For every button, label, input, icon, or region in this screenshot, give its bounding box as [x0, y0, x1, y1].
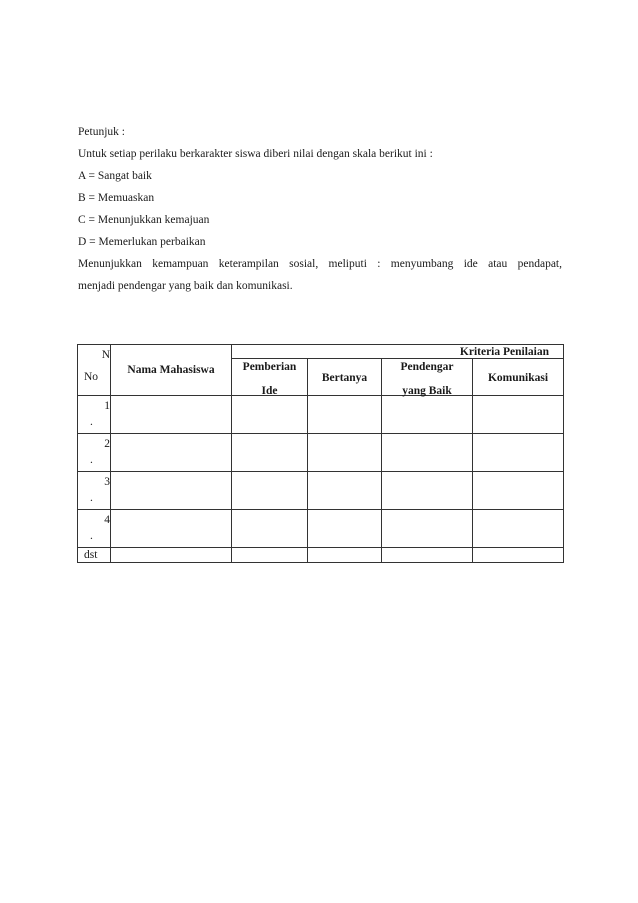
header-nama-mahasiswa: Nama Mahasiswa — [111, 345, 232, 396]
table-row-dst — [78, 548, 564, 563]
instructions-heading: Petunjuk : — [78, 126, 125, 138]
paragraph-line-1: Menunjukkan kemampuan keterampilan sosial, meliputi : menyumbang ide atau pendapat, — [78, 258, 562, 270]
cell-nama[interactable] — [111, 510, 232, 548]
cell-nama[interactable] — [111, 396, 232, 434]
row-number-digit: 3 — [104, 476, 110, 488]
cell-bertanya[interactable] — [308, 548, 382, 563]
row-number-cell — [78, 434, 111, 472]
cell-pendengar[interactable] — [382, 434, 473, 472]
row-number-dot: . — [90, 416, 93, 428]
cell-bertanya[interactable] — [308, 472, 382, 510]
header-pendengar-line2: yang Baik — [402, 385, 452, 397]
cell-komunikasi[interactable] — [473, 472, 564, 510]
instructions-intro: Untuk setiap perilaku berkarakter siswa diberi nilai dengan skala berikut ini : — [78, 148, 433, 160]
cell-nama[interactable] — [111, 548, 232, 563]
header-pendengar-line1: Pendengar — [400, 361, 454, 373]
instructions-block — [78, 121, 562, 297]
header-kriteria-penilaian: Kriteria Penilaian — [232, 345, 564, 359]
cell-bertanya[interactable] — [308, 510, 382, 548]
paragraph-line-2: menjadi pendengar yang baik dan komunikasi. — [78, 280, 293, 292]
header-komunikasi-label: Komunikasi — [487, 372, 549, 384]
scale-item-a: A = Sangat baik — [78, 170, 152, 182]
header-komunikasi — [473, 359, 564, 396]
header-pemberian-ide-line1: Pemberian — [242, 361, 297, 373]
assessment-table — [77, 344, 564, 563]
cell-pendengar[interactable] — [382, 472, 473, 510]
header-pemberian-ide — [232, 359, 308, 396]
row-number-cell — [78, 510, 111, 548]
row-number-cell — [78, 472, 111, 510]
cell-bertanya[interactable] — [308, 396, 382, 434]
cell-pemberian-ide[interactable] — [232, 472, 308, 510]
row-number-dot: . — [90, 530, 93, 542]
cell-nama[interactable] — [111, 472, 232, 510]
cell-nama[interactable] — [111, 434, 232, 472]
cell-komunikasi[interactable] — [473, 548, 564, 563]
scale-item-b: B = Memuaskan — [78, 192, 155, 204]
row-number-digit: 4 — [104, 514, 110, 526]
row-number-digit: 2 — [104, 438, 110, 450]
header-no-label: No — [84, 371, 99, 383]
header-pendengar-yang-baik — [382, 359, 473, 396]
cell-pemberian-ide[interactable] — [232, 510, 308, 548]
table-row — [78, 396, 564, 434]
scale-item-d: D = Memerlukan perbaikan — [78, 236, 206, 248]
table-row — [78, 510, 564, 548]
cell-pemberian-ide[interactable] — [232, 434, 308, 472]
table-row — [78, 434, 564, 472]
header-no — [78, 345, 111, 396]
cell-pemberian-ide[interactable] — [232, 396, 308, 434]
header-bertanya-label: Bertanya — [321, 372, 368, 384]
row-number-dot: . — [90, 454, 93, 466]
cell-pendengar[interactable] — [382, 396, 473, 434]
cell-bertanya[interactable] — [308, 434, 382, 472]
header-no-n: N — [101, 349, 110, 361]
table-header-row-1 — [78, 345, 564, 359]
row-number-cell — [78, 396, 111, 434]
cell-komunikasi[interactable] — [473, 396, 564, 434]
cell-komunikasi[interactable] — [473, 434, 564, 472]
cell-pendengar[interactable] — [382, 548, 473, 563]
table-row — [78, 472, 564, 510]
cell-pendengar[interactable] — [382, 510, 473, 548]
cell-komunikasi[interactable] — [473, 510, 564, 548]
scale-item-c: C = Menunjukkan kemajuan — [78, 214, 210, 226]
row-dst-label: dst — [78, 548, 111, 563]
header-pemberian-ide-line2: Ide — [261, 385, 278, 397]
row-number-dot: . — [90, 492, 93, 504]
row-number-digit: 1 — [104, 400, 110, 412]
header-bertanya — [308, 359, 382, 396]
cell-pemberian-ide[interactable] — [232, 548, 308, 563]
